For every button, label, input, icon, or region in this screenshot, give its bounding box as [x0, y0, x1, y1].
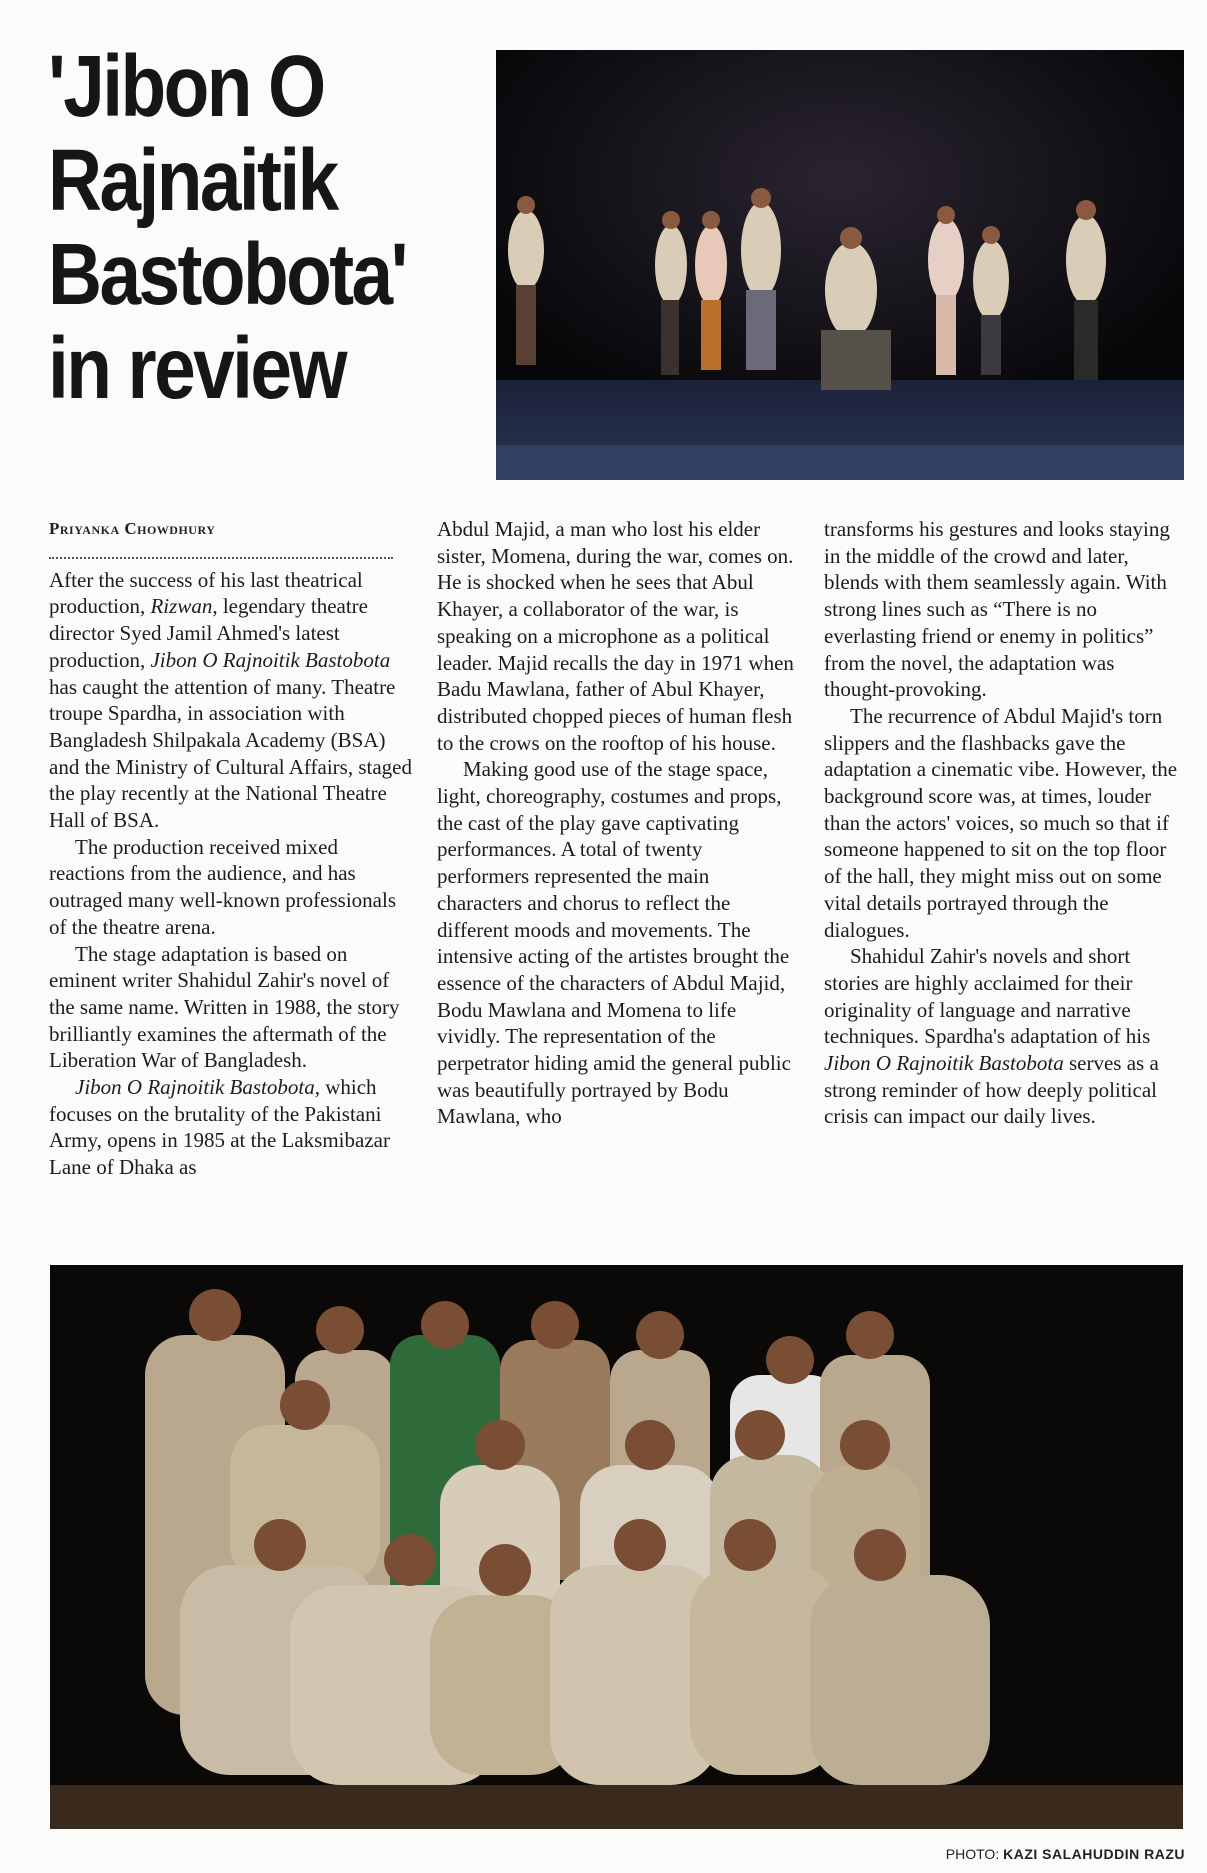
paragraph-7 — [824, 943, 1186, 1130]
paragraph-1 — [49, 567, 414, 834]
ensemble-cast-photo — [50, 1265, 1183, 1829]
p1-play-title: Jibon O Rajnoitik Bastobota — [150, 647, 391, 672]
paragraph-2: The production received mixed reactions from the audience, and has outraged many well-known professionals of the theatre arena. — [49, 834, 397, 939]
p1-text-a: After the success of his last theatrical production, — [49, 567, 363, 619]
p4-text-a: , which focuses on the brutality of the Pakistani Army, opens in 1985 at the Laksmibazar Lane of Dhaka as — [49, 1075, 390, 1180]
p7-text-a: Shahidul Zahir's novels and short stories are highly acclaimed for their originality of language and narrative techniques. Spardha's adaptation of his — [824, 944, 1151, 1049]
p7-text-b: serves as a strong reminder of how deeply political crisis can impact our daily lives. — [824, 1051, 1159, 1129]
photo-credit-name: KAZI SALAHUDDIN RAZU — [1003, 1846, 1185, 1862]
dotted-divider — [49, 549, 393, 559]
cast-scene-illustration — [50, 1265, 1183, 1829]
paragraph-3: The stage adaptation is based on eminent writer Shahidul Zahir's novel of the same name. Written in 1988, the story brilliantly examines the aftermath of the Liberation War of Bangladesh. — [49, 941, 400, 1073]
p1-text-b: , legendary theatre director Syed Jamil Ahmed's latest production, — [49, 594, 368, 672]
paragraph-5-continued: transforms his gestures and looks staying in the middle of the crowd and later, blends with them seamlessly again. With strong lines such as “There is no everlasting friend or enemy in politics” from the novel, the adaptation was thought-provoking. — [824, 517, 1170, 702]
byline: Priyanka Chowdhury — [49, 519, 216, 538]
paragraph-4-continued: Abdul Majid, a man who lost his elder sister, Momena, during the war, comes on. He is shocked when he sees that Abul Khayer, a collaborator of the war, is speaking on a microphone as a political leader. Majid recalls the day in 1971 when Badu Mawlana, father of Abul Khayer, distributed chopped pieces of human flesh to the crows on the rooftop of his house. — [437, 517, 794, 755]
dance-scene-illustration — [496, 50, 1184, 480]
paragraph-6: The recurrence of Abdul Majid's torn slippers and the flashbacks gave the adaptation a cinematic vibe. However, the background score was, at times, louder than the actors' voices, so much so that if someone happened to sit on the top floor of the hall, they might miss out on some vital details portrayed through the dialogues. — [824, 703, 1178, 942]
paragraph-5: Making good use of the stage space, light, choreography, costumes and props, the cast of the play gave captivating performances. A total of twenty performers represented the main characters and chorus to reflect the different moods and movements. The intensive acting of the artistes brought the essence of the characters of Abdul Majid, Bodu Mawlana and Momena to life vividly. The representation of the perpetrator hiding amid the general public was beautifully portrayed by Bodu Mawlana, who — [437, 757, 791, 1129]
p4-play-title: Jibon O Rajnoitik Bastobota — [75, 1075, 315, 1100]
stage-dance-photo — [496, 50, 1184, 480]
p1-rizwan: Rizwan — [150, 594, 213, 619]
photo-credit-prefix: PHOTO: — [945, 1846, 1004, 1862]
article-column-1 — [49, 516, 414, 1181]
article-column-2 — [437, 516, 799, 1130]
p7-play-title: Jibon O Rajnoitik Bastobota — [824, 1051, 1064, 1076]
photo-credit — [946, 1846, 1185, 1862]
p1-text-c: has caught the attention of many. Theatre troupe Spardha, in association with Bangladesh Shilpakala Academy (BSA) and the Ministry of Cultural Affairs, staged the play recently at the National Theatre Hall of BSA. — [49, 674, 412, 833]
paragraph-4 — [49, 1074, 414, 1181]
headline: 'Jibon O Rajnaitik Bastobota' in review — [48, 38, 406, 417]
article-column-3 — [824, 516, 1186, 1130]
